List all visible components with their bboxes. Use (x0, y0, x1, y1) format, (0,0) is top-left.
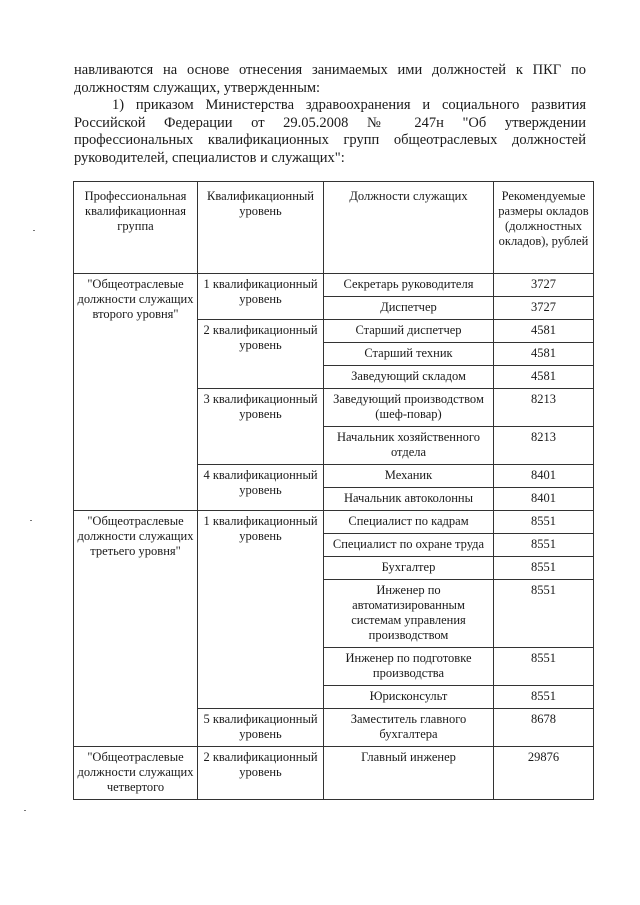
table-body (74, 274, 594, 800)
salary-cell: 8213 (494, 427, 594, 465)
position-cell: Диспетчер (324, 297, 494, 320)
salary-cell: 3727 (494, 297, 594, 320)
salary-cell: 8551 (494, 648, 594, 686)
position-cell: Инженер по автоматизированным системам управления производством (324, 580, 494, 648)
position-cell: Секретарь руководителя (324, 274, 494, 297)
level-cell: 4 квалификационный уровень (198, 465, 324, 511)
level-cell: 5 квалификационный уровень (198, 709, 324, 747)
salary-cell: 3727 (494, 274, 594, 297)
position-cell: Начальник автоколонны (324, 488, 494, 511)
position-cell: Бухгалтер (324, 557, 494, 580)
position-cell: Специалист по кадрам (324, 511, 494, 534)
table-row (74, 274, 594, 297)
salary-cell: 8401 (494, 465, 594, 488)
position-cell: Заведующий складом (324, 366, 494, 389)
intro-paragraph-order: 1) приказом Министерства здравоохранения и социального развития Российской Федерации от 29.05.2008 № 247н "Об утверждении профессиональных квалификационных групп общеотраслевых должностей руководителей, специалистов и служащих": (74, 97, 586, 166)
header-level: Квалификационный уровень (198, 182, 324, 274)
position-cell: Главный инженер (324, 747, 494, 800)
position-cell: Механик (324, 465, 494, 488)
level-cell: 2 квалификационный уровень (198, 747, 324, 800)
salary-cell: 4581 (494, 343, 594, 366)
level-cell: 1 квалификационный уровень (198, 511, 324, 709)
salary-cell: 8678 (494, 709, 594, 747)
salary-cell: 8551 (494, 557, 594, 580)
position-cell: Старший диспетчер (324, 320, 494, 343)
position-cell: Старший техник (324, 343, 494, 366)
position-cell: Специалист по охране труда (324, 534, 494, 557)
salary-cell: 8551 (494, 534, 594, 557)
scan-speck (30, 520, 32, 521)
intro-text (74, 62, 586, 167)
table-row (74, 511, 594, 534)
salary-cell: 4581 (494, 320, 594, 343)
header-group: Профессиональная квалификационная группа (74, 182, 198, 274)
intro-paragraph-continuation: навливаются на основе отнесения занимаемых ими должностей к ПКГ по должностям служащих, утвержденным: (74, 62, 586, 96)
salary-cell: 8401 (494, 488, 594, 511)
scan-speck (24, 810, 26, 811)
table-row (74, 747, 594, 800)
level-cell: 1 квалификационный уровень (198, 274, 324, 320)
position-cell: Инженер по подготовке производства (324, 648, 494, 686)
group-name-cell: "Общеотраслевые должности служащих третьего уровня" (74, 511, 198, 747)
salary-cell: 8551 (494, 511, 594, 534)
group-name-cell: "Общеотраслевые должности служащих четвертого (74, 747, 198, 800)
group-name-cell: "Общеотраслевые должности служащих второго уровня" (74, 274, 198, 511)
position-cell: Юрисконсульт (324, 686, 494, 709)
position-cell: Начальник хозяйственного отдела (324, 427, 494, 465)
salary-cell: 8551 (494, 580, 594, 648)
table-header-row (74, 182, 594, 274)
salary-cell: 8213 (494, 389, 594, 427)
position-cell: Заведующий производством (шеф-повар) (324, 389, 494, 427)
level-cell: 2 квалификационный уровень (198, 320, 324, 389)
salary-cell: 4581 (494, 366, 594, 389)
header-salary: Рекомендуемые размеры окладов (должностных окладов), рублей (494, 182, 594, 274)
position-cell: Заместитель главного бухгалтера (324, 709, 494, 747)
salary-cell: 8551 (494, 686, 594, 709)
scan-speck (33, 230, 35, 231)
salary-cell: 29876 (494, 747, 594, 800)
header-position: Должности служащих (324, 182, 494, 274)
salary-table (73, 181, 594, 800)
level-cell: 3 квалификационный уровень (198, 389, 324, 465)
